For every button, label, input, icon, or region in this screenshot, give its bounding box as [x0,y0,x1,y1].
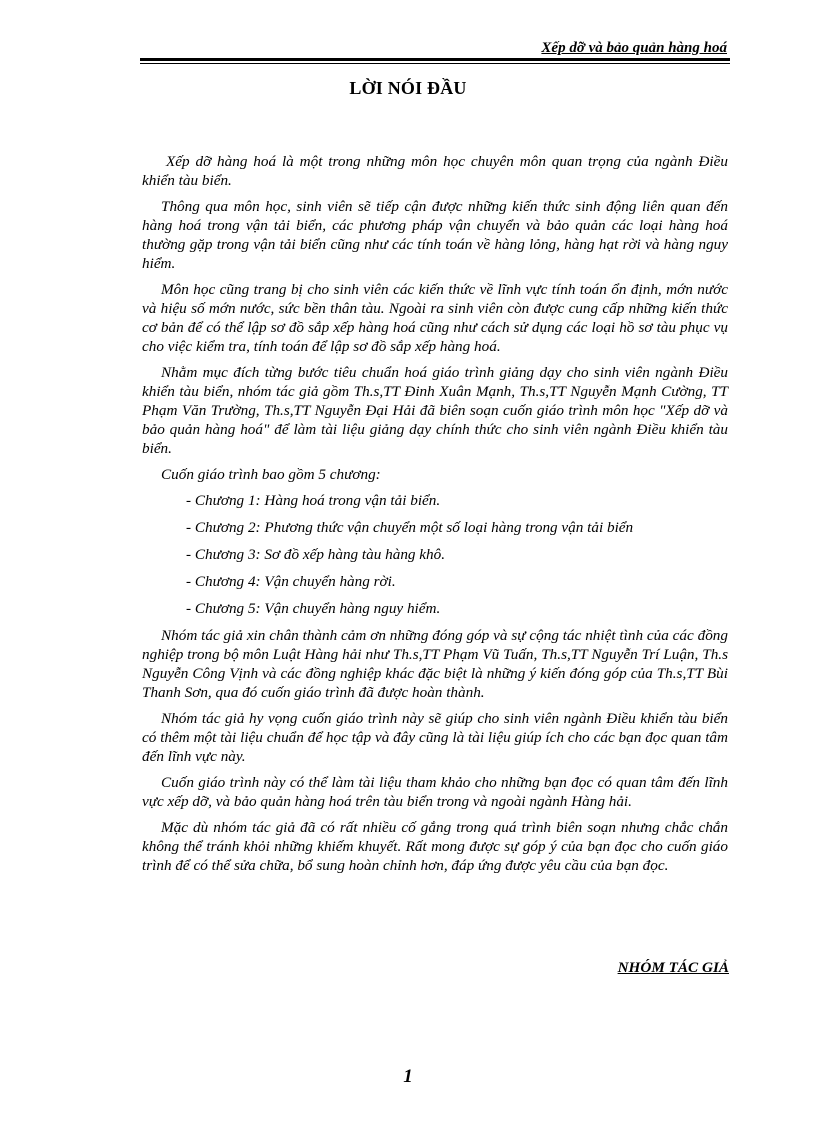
author-signature: NHÓM TÁC GIẢ [617,959,729,976]
header-rule-thick [140,58,730,61]
paragraph-hope: Nhóm tác giả hy vọng cuốn giáo trình này sẽ giúp cho sinh viên ngành Điều khiển tàu biển có thêm một tài liệu chuẩn để học tập và đây cũng là tài liệu giúp ích cho các bạn đọc quan tâm đến lĩnh vực này. [142,710,728,765]
chapter-item: - Chương 5: Vận chuyển hàng nguy hiểm. [186,600,441,617]
paragraph-skills: Môn học cũng trang bị cho sinh viên các kiến thức về lĩnh vực tính toán ổn định, mớn nước và hiệu số mớn nước, sức bền thân tàu. Ngoài ra sinh viên còn được cung cấp những kiến thức cơ bản để có thể lập sơ đồ sắp xếp hàng hoá cũng như cách sử dụng các loại hồ sơ tàu phục vụ cho việc kiểm tra, tính toán để lập sơ đồ sắp xếp hàng hoá. [142,281,728,355]
page-title: LỜI NÓI ĐẦU [349,78,467,98]
paragraph-thanks: Nhóm tác giả xin chân thành cảm ơn những đóng góp và sự cộng tác nhiệt tình của các đồng nghiệp trong bộ môn Luật Hàng hải như Th.s,TT Phạm Vũ Tuấn, Th.s,TT Nguyễn Trí Luận, Th.s Nguyễn Công Vịnh và các đồng nghiệp khác đặc biệt là những ý kiến đóng góp của Th.s,TT Bùi Thanh Sơn, qua đó cuốn giáo trình đã được hoàn thành. [142,627,728,701]
paragraph-chapter-intro: Cuốn giáo trình bao gồm 5 chương: [161,466,381,483]
header-title: Xếp dỡ và bảo quản hàng hoá [541,40,727,56]
paragraph-reference: Cuốn giáo trình này có thể làm tài liệu tham khảo cho những bạn đọc có quan tâm đến lĩnh vực xếp dỡ, và bảo quản hàng hoá trên tàu biển trong và ngoài ngành Hàng hải. [142,774,728,810]
chapter-item: - Chương 1: Hàng hoá trong vận tải biển. [186,492,441,509]
chapter-item: - Chương 2: Phương thức vận chuyển một số loại hàng trong vận tải biển [186,519,634,536]
body-text [142,152,728,882]
header-rule-thin [140,63,730,64]
paragraph-authors: Nhằm mục đích từng bước tiêu chuẩn hoá giáo trình giảng dạy cho sinh viên ngành Điều khiển tàu biển, nhóm tác giả gồm Th.s,TT Đinh Xuân Mạnh, Th.s,TT Nguyễn Mạnh Cường, TT Phạm Văn Trường, Th.s,TT Nguyễn Đại Hải đã biên soạn cuốn giáo trình môn học "Xếp dỡ và bảo quản hàng hoá" để làm tài liệu giảng dạy chính thức cho sinh viên ngành Điều khiển tàu biển. [142,364,728,457]
paragraph-overview: Thông qua môn học, sinh viên sẽ tiếp cận được những kiến thức sinh động liên quan đến hàng hoá trong vận tải biển, các phương pháp vận chuyển và bảo quản các loại hàng hoá thường gặp trong vận tải biển cũng như các tính toán về hàng lỏng, hàng hạt rời và hàng nguy hiểm. [142,198,728,272]
chapter-item: - Chương 4: Vận chuyển hàng rời. [186,573,396,590]
page-number: 1 [403,1066,413,1087]
paragraph-feedback: Mặc dù nhóm tác giả đã có rất nhiều cố gắng trong quá trình biên soạn nhưng chắc chắn không thể tránh khỏi những khiếm khuyết. Rất mong được sự góp ý của bạn đọc cho cuốn giáo trình để có thể sửa chữa, bổ sung hoàn chỉnh hơn, đáp ứng được yêu cầu của bạn đọc. [142,819,728,874]
paragraph-intro: Xếp dỡ hàng hoá là một trong những môn học chuyên môn quan trọng của ngành Điều khiển tàu biển. [142,153,728,189]
chapter-list [142,491,728,618]
chapter-item: - Chương 3: Sơ đồ xếp hàng tàu hàng khô. [186,546,446,563]
